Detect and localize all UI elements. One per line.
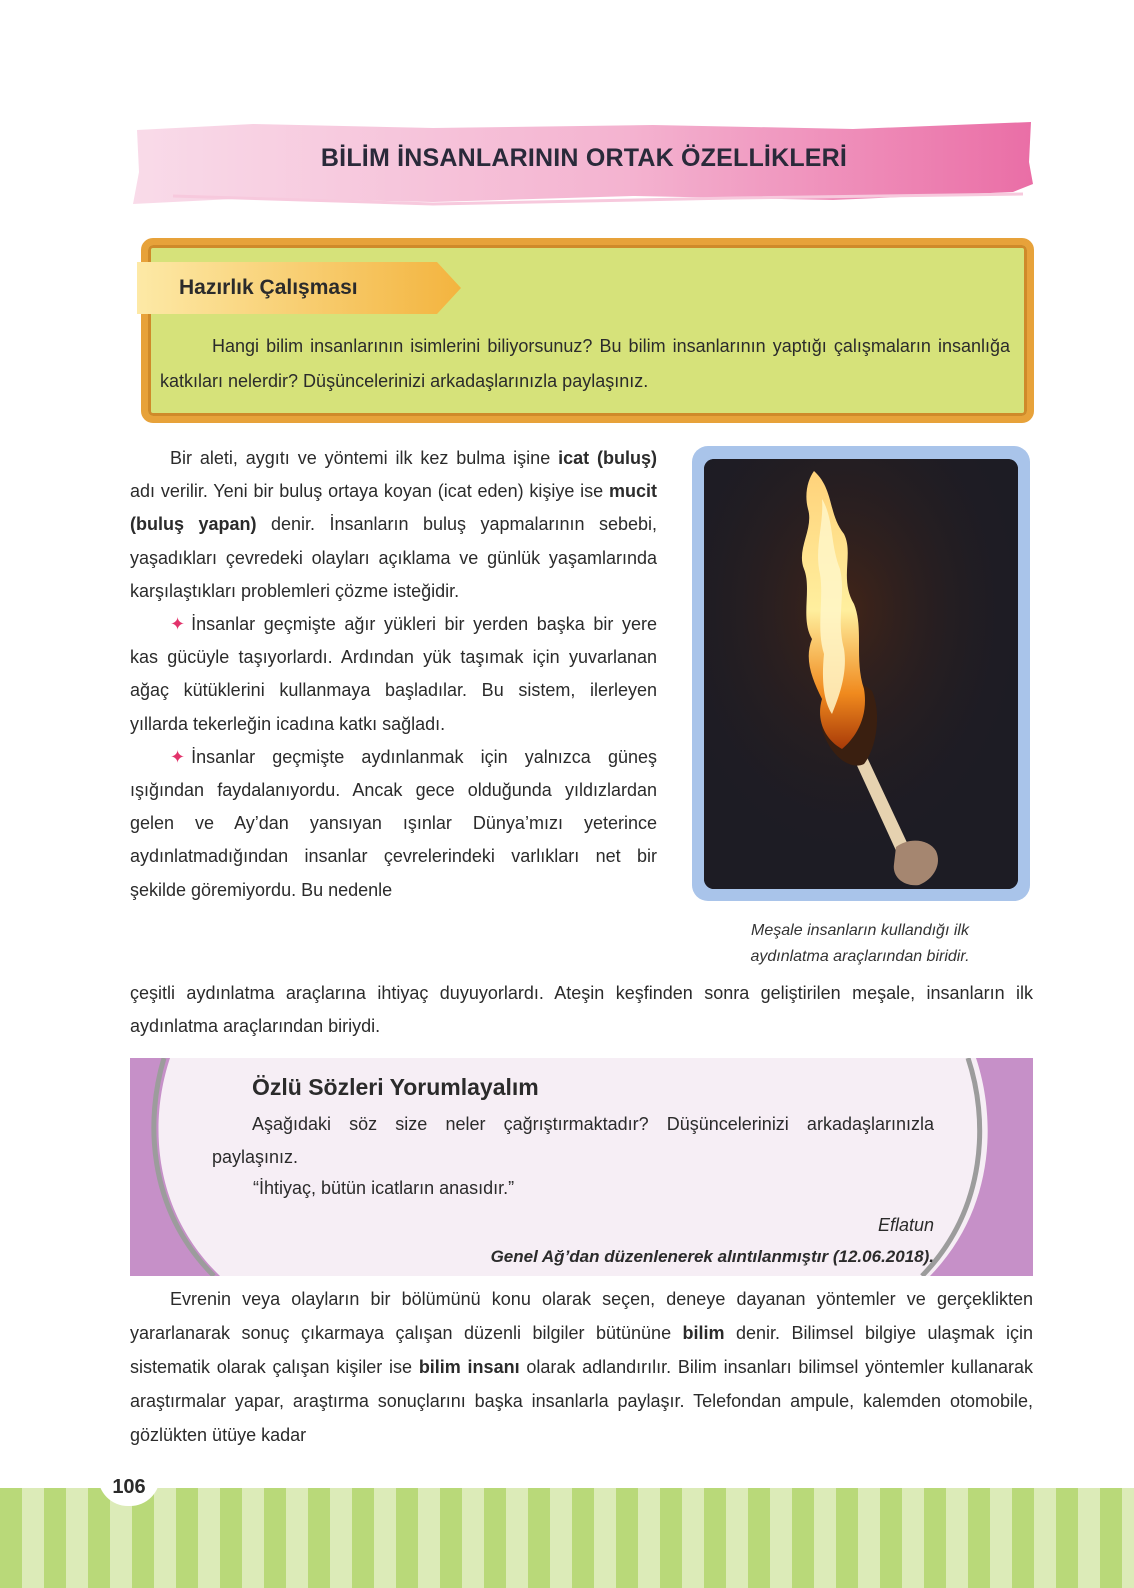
quote-author: Eflatun (877, 1215, 934, 1235)
quote-source: Genel Ağ’dan düzenlenerek alıntılanmıştır (12.06.2018). (490, 1247, 934, 1266)
star-bullet-icon: ✦ (170, 614, 186, 635)
quote-instructions: Aşağıdaki söz size neler çağrıştırmaktadır? Düşüncelerinizi arkadaşlarınızla paylaşınız. (212, 1114, 934, 1167)
science-paragraph (130, 1282, 1033, 1452)
body-text: Evrenin veya olayların bir bölümünü konu olarak seçen, deneye dayanan yöntemler ve gerçeklikten yararlanarak sonuç çıkarmaya çalışan düzenli bilgiler bütününe (130, 1289, 1033, 1343)
torch-photo (704, 459, 1018, 889)
preparation-tab (137, 262, 467, 314)
preparation-title: Hazırlık Çalışması (179, 276, 358, 299)
title-banner (133, 122, 1035, 208)
caption-line: aydınlatma araçlarından biridir. (750, 948, 970, 965)
preparation-text: Hangi bilim insanlarının isimlerini biliyorsunuz? Bu bilim insanlarının yaptığı çalışmaların insanlığa katkıları nelerdir? Düşüncelerinizi arkadaşlarınızla paylaşınız. (160, 336, 1010, 391)
intro-paragraph-2 (130, 608, 657, 741)
torch-illustration (704, 459, 1018, 889)
page-number: 106 (98, 1468, 160, 1506)
science-definition (130, 1282, 1033, 1452)
page-title: BİLİM İNSANLARININ ORTAK ÖZELLİKLERİ (320, 144, 848, 172)
body-text: denir. Bilimsel bilgiye ulaşmak için sistematik olarak çalışan kişiler ise (130, 1323, 1034, 1377)
intro-paragraph-3-continued: çeşitli aydınlatma araçlarına ihtiyaç duyuyorlardı. Ateşin keşfinden sonra geliştirilen meşale, insanların ilk aydınlatma araçlarından biriydi. (130, 983, 1033, 1037)
star-bullet-icon: ✦ (170, 746, 186, 767)
term-bilim: bilim (682, 1323, 725, 1343)
intro-text: denir. İnsanların buluş yapmalarının sebebi, yaşadıkları çevredeki olayları açıklama ve günlük yaşamlarında karşılaştıkları problemleri çözme isteğidir. (130, 514, 658, 601)
intro-paragraph-1 (130, 442, 657, 608)
intro-paragraph-3 (130, 741, 657, 907)
quote-saying: “İhtiyaç, bütün icatların anasıdır.” (253, 1178, 515, 1198)
caption-line: Meşale insanların kullandığı ilk (751, 922, 969, 939)
intro-text: Bir aleti, aygıtı ve yöntemi ilk kez bulma işine (170, 448, 559, 468)
term-icat: icat (buluş) (558, 448, 657, 468)
intro-text: adı verilir. Yeni bir buluş ortaya koyan (icat eden) kişiye ise (130, 481, 609, 502)
photo-caption (700, 918, 1020, 970)
term-bilim-insani: bilim insanı (418, 1357, 520, 1377)
term-mucit: mucit (buluş yapan) (130, 481, 657, 535)
quote-title: Özlü Sözleri Yorumlayalım (252, 1074, 539, 1100)
body-text: olarak adlandırılır. Bilim insanları bilimsel yöntemler kullanarak araştırmalar yapar, araştırma sonuçlarını başka insanlarla paylaşır. Telefondan ampule, kalemden otomobile, gözlükten ütüye kadar (130, 1357, 1033, 1445)
intro-column (130, 442, 657, 907)
intro-text: İnsanlar geçmişte aydınlanmak için yalnızca güneş ışığından faydalanıyordu. Ancak gece olduğunda yıldızlardan gelen ve Ay’dan yansıyan ışınlar Dünya’mızı yeterince aydınlatmadığından insanlar çevrelerindeki varlıkları net bir şekilde göremiyordu. Bu nedenle (130, 746, 657, 900)
intro-text: İnsanlar geçmişte ağır yükleri bir yerden başka bir yere kas gücüyle taşıyorlardı. Ardından yük taşımak için yuvarlanan ağaç kütüklerini kullanmaya başladılar. Bu sistem, ilerleyen yıllarda tekerleğin icadına katkı sağladı. (130, 614, 657, 734)
footer-stripes (0, 1488, 1134, 1588)
